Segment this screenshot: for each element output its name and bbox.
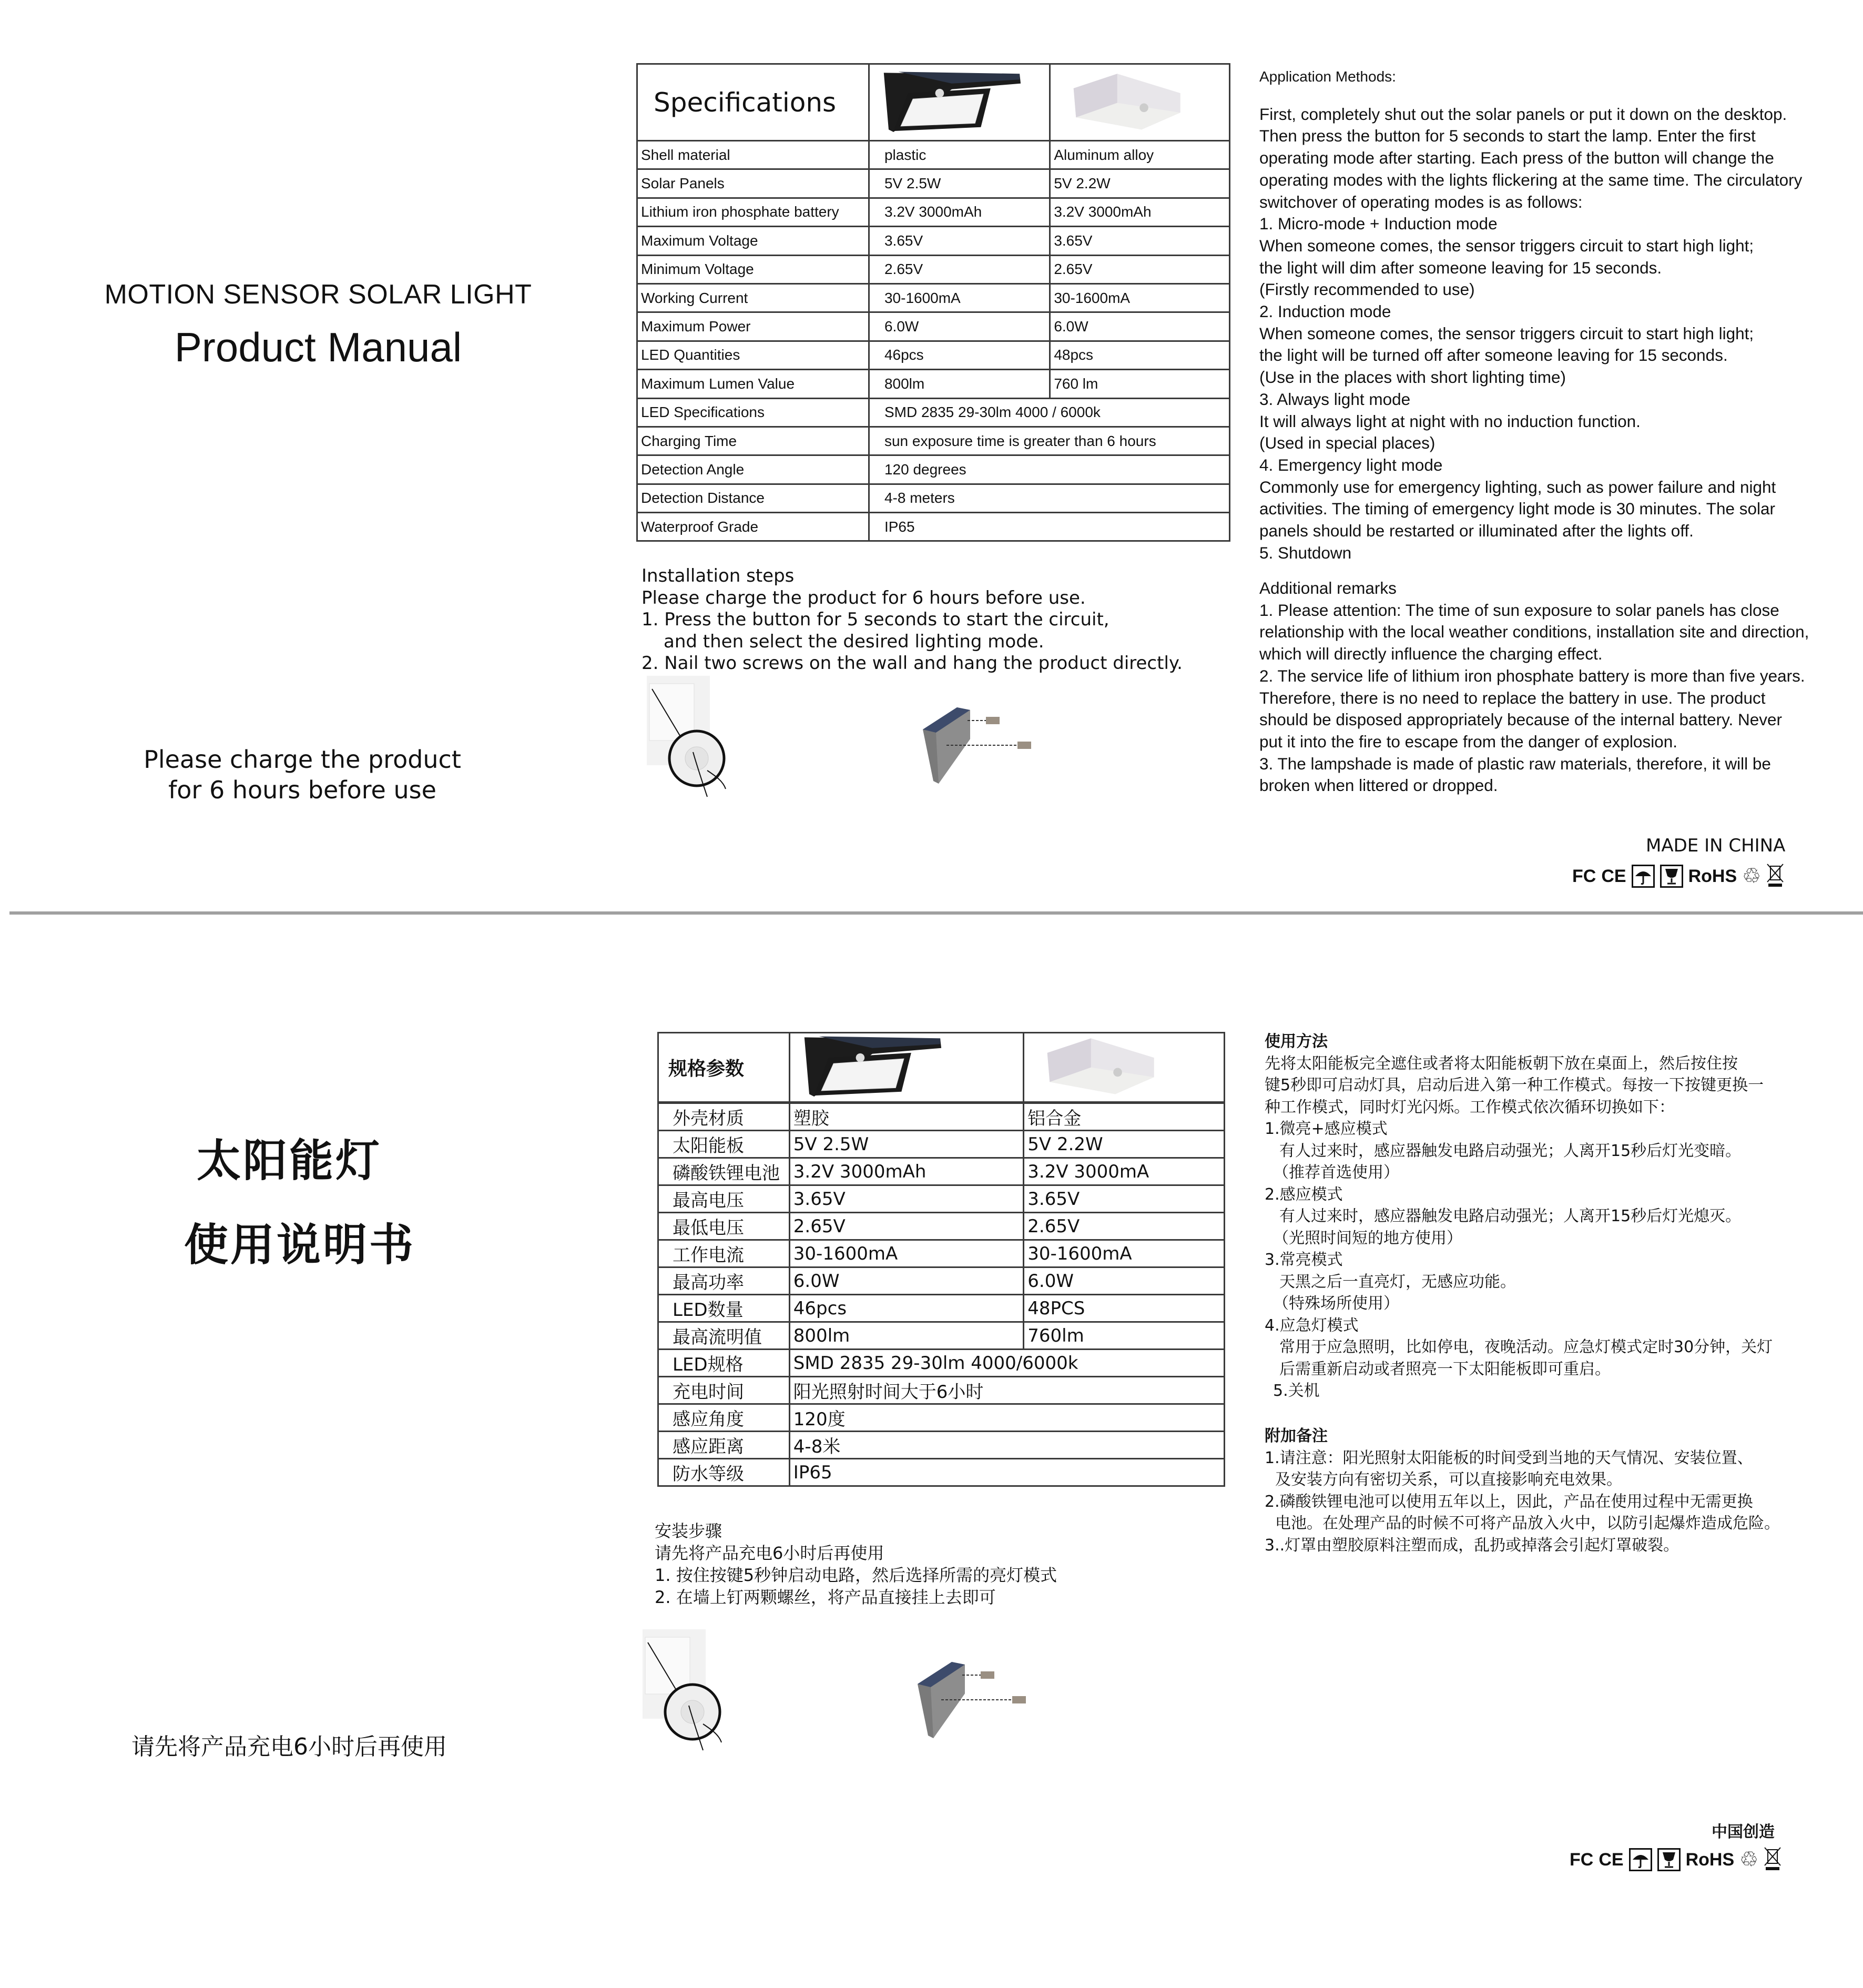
spec-row [637, 341, 1230, 369]
cn-spec-label: 外壳材质 [658, 1103, 790, 1131]
spec-value-plastic: 2.65V [869, 255, 1050, 283]
spec-row [637, 198, 1230, 226]
rohs-icon: RoHS [1688, 866, 1737, 886]
app-line: When someone comes, the sensor triggers circuit to start high light; [1259, 236, 1754, 255]
certification-marks [1572, 863, 1784, 890]
cn-remark-line: 电池。在处理产品的时候不可将产品放入火中，以防引起爆炸造成危险。 [1275, 1514, 1780, 1533]
spec-value-plastic: 3.2V 3000mAh [869, 198, 1050, 226]
cn-product-image-aluminum [1024, 1033, 1225, 1103]
cn-spec-label: 最高流明值 [658, 1322, 790, 1350]
app-line: operating mode after starting. Each press of the button will change the [1259, 148, 1774, 168]
cn-spec-row [658, 1350, 1225, 1377]
cover-charge-note [105, 744, 500, 805]
cn-made-in-china: 中国创造 [1712, 1823, 1775, 1841]
spec-label: LED Specifications [637, 398, 869, 427]
cn-app-line: 种工作模式，同时灯光闪烁。工作模式依次循环切换如下： [1265, 1098, 1675, 1117]
cn-spec-value-plastic: 3.2V 3000mAh [789, 1158, 1023, 1185]
spec-row [637, 312, 1230, 341]
spec-value-plastic: 5V 2.5W [869, 169, 1050, 198]
spec-title: Specifications [637, 64, 869, 141]
cn-mode-4-title: 4.应急灯模式 [1265, 1316, 1359, 1335]
cn-spec-label: LED规格 [658, 1350, 790, 1377]
cn-spec-value: 120度 [789, 1404, 1224, 1432]
app-line: activities. The timing of emergency light mode is 30 minutes. The solar [1259, 499, 1776, 519]
remark-line: Therefore, there is no need to replace the battery in use. The product [1259, 688, 1766, 707]
cn-spec-title: 规格参数 [658, 1033, 790, 1103]
cn-spec-value-aluminum: 48PCS [1024, 1295, 1225, 1322]
installation-steps [642, 565, 1183, 675]
cn-install-line: 请先将产品充电6小时后再使用 [655, 1543, 884, 1563]
cn-spec-value-plastic: 5V 2.5W [789, 1131, 1023, 1158]
cn-spec-row [658, 1103, 1225, 1131]
fcc-icon: FC [1572, 866, 1596, 886]
cn-cover-title: 太阳能灯 [196, 1135, 382, 1186]
cn-product-image-plastic [789, 1033, 1023, 1103]
cn-spec-label: 工作电流 [658, 1240, 790, 1267]
app-line: First, completely shut out the solar panels or put it down on the desktop. [1259, 104, 1787, 124]
keep-dry-umbrella-icon [1632, 865, 1655, 888]
cn-spec-label: 最低电压 [658, 1213, 790, 1240]
cn-spec-label: 防水等级 [658, 1459, 790, 1486]
keep-dry-umbrella-icon [1629, 1848, 1652, 1871]
app-line: Then press the button for 5 seconds to start the lamp. Enter the first [1259, 126, 1756, 146]
cn-remark-line: 及安装方向有密切关系，可以直接影响充电效果。 [1275, 1470, 1622, 1489]
recycle-icon: ♲ [1739, 1848, 1758, 1871]
cn-certification-marks [1570, 1846, 1781, 1873]
additional-remarks [1259, 577, 1859, 797]
cn-spec-label: 太阳能板 [658, 1131, 790, 1158]
cn-app-line: （特殊场所使用） [1273, 1294, 1399, 1313]
remark-line: 2. The service life of lithium iron phosphate battery is more than five years. [1259, 666, 1805, 685]
cn-remark-line: 3..灯罩由塑胶原料注塑而成，乱扔或掉落会引起灯罩破裂。 [1265, 1536, 1679, 1555]
install-heading: Installation steps [642, 565, 795, 586]
install-step-1: 1. Press the button for 5 seconds to start the circuit, [642, 609, 1109, 630]
mode-4-title: 4. Emergency light mode [1259, 455, 1443, 474]
app-line: the light will be turned off after someone leaving for 15 seconds. [1259, 346, 1728, 365]
cn-remark-line: 2.磷酸铁锂电池可以使用五年以上，因此，产品在使用过程中无需更换 [1265, 1492, 1753, 1511]
cn-app-line: （光照时间短的地方使用） [1273, 1229, 1462, 1247]
cn-spec-row [658, 1322, 1225, 1350]
cn-spec-value-plastic: 800lm [789, 1322, 1023, 1350]
cn-wall-mount-screws-illustration [915, 1662, 1136, 1757]
cn-spec-value-plastic: 2.65V [789, 1213, 1023, 1240]
spec-row [637, 255, 1230, 283]
spec-value: 4-8 meters [869, 484, 1229, 512]
cn-app-line: 有人过来时，感应器触发电路启动强光；人离开15秒后灯光变暗。 [1279, 1141, 1742, 1160]
spec-label: Charging Time [637, 427, 869, 455]
cn-mode-2-title: 2.感应模式 [1265, 1185, 1343, 1204]
app-line: operating modes with the lights flickering at the same time. The circulatory [1259, 170, 1803, 189]
cn-spec-header-row [658, 1033, 1225, 1103]
cn-install-step-1: 1. 按住按键5秒钟启动电路，然后选择所需的亮灯模式 [655, 1565, 1057, 1585]
cn-spec-row [658, 1185, 1225, 1213]
product-image-plastic [869, 64, 1050, 141]
cn-spec-row [658, 1213, 1225, 1240]
cn-press-button-illustration [643, 1629, 821, 1787]
cn-spec-label: 最高电压 [658, 1185, 790, 1213]
install-step-2: 2. Nail two screws on the wall and hang the product directly. [642, 653, 1183, 674]
spec-label: LED Quantities [637, 341, 869, 369]
cn-app-line: 天黑之后一直亮灯，无感应功能。 [1279, 1272, 1516, 1291]
cover-note-line: for 6 hours before use [168, 776, 436, 804]
rohs-icon: RoHS [1685, 1850, 1735, 1870]
cn-install-heading: 安装步骤 [655, 1521, 722, 1541]
cn-spec-value-plastic: 6.0W [789, 1267, 1023, 1295]
spec-row [637, 513, 1230, 541]
app-line: (Use in the places with short lighting time) [1259, 368, 1566, 387]
cn-cover-charge-note: 请先将产品充电6小时后再使用 [131, 1733, 447, 1760]
cn-spec-label: 磷酸铁锂电池 [658, 1158, 790, 1185]
cn-spec-value-aluminum: 铝合金 [1024, 1103, 1225, 1131]
spec-label: Solar Panels [637, 169, 869, 198]
cn-remark-line: 1.请注意：阳光照射太阳能板的时间受到当地的天气情况、安装位置、 [1265, 1448, 1753, 1467]
fcc-icon: FC [1570, 1850, 1594, 1870]
spec-row [637, 283, 1230, 312]
cn-install-step-2: 2. 在墙上钉两颗螺丝，将产品直接挂上去即可 [655, 1587, 996, 1607]
cn-cover-subtitle: 使用说明书 [184, 1219, 415, 1271]
app-line: panels should be restarted or illuminated after the lights off. [1259, 521, 1694, 541]
specifications-table [636, 63, 1230, 542]
black-solar-lamp-icon [793, 1033, 951, 1097]
cn-spec-row [658, 1267, 1225, 1295]
cn-app-line: 有人过来时，感应器触发电路启动强光；人离开15秒后灯光熄灭。 [1279, 1207, 1742, 1225]
black-solar-lamp-icon [873, 69, 1031, 132]
spec-row [637, 227, 1230, 255]
app-line: the light will dim after someone leaving for 15 seconds. [1259, 258, 1662, 277]
cn-mode-5-title: 5.关机 [1273, 1382, 1320, 1400]
spec-value-aluminum: 3.2V 3000mAh [1050, 198, 1230, 226]
spec-value-plastic: 46pcs [869, 341, 1050, 369]
product-image-aluminum [1050, 64, 1230, 141]
cn-specifications-table [657, 1032, 1225, 1487]
cn-spec-row [658, 1158, 1225, 1185]
ce-icon: CE [1601, 866, 1626, 886]
mode-3-title: 3. Always light mode [1259, 389, 1411, 409]
spec-value: sun exposure time is greater than 6 hours [869, 427, 1229, 455]
spec-value-aluminum: 2.65V [1050, 255, 1230, 283]
fragile-glass-icon [1657, 1848, 1681, 1871]
press-button-illustration [647, 676, 826, 844]
spec-value-plastic: 30-1600mA [869, 283, 1050, 312]
mode-1-title: 1. Micro-mode + Induction mode [1259, 214, 1498, 234]
spec-value-plastic: 800lm [869, 370, 1050, 398]
cn-spec-row [658, 1432, 1225, 1459]
cn-spec-row [658, 1240, 1225, 1267]
spec-label: Lithium iron phosphate battery [637, 198, 869, 226]
remark-line: should be disposed appropriately because of the internal battery. Never [1259, 710, 1783, 729]
cn-remarks-heading: 附加备注 [1265, 1427, 1328, 1445]
cn-app-line: 常用于应急照明，比如停电，夜晚活动。应急灯模式定时30分钟，关灯 [1279, 1338, 1773, 1356]
spec-value-aluminum: Aluminum alloy [1050, 141, 1230, 169]
white-solar-lamp-icon [1027, 1033, 1164, 1097]
spec-label: Minimum Voltage [637, 255, 869, 283]
cn-spec-label: 充电时间 [658, 1377, 790, 1404]
spec-label: Shell material [637, 141, 869, 169]
cn-spec-row [658, 1295, 1225, 1322]
mode-2-title: 2. Induction mode [1259, 302, 1391, 321]
cover-note-line: Please charge the product [144, 745, 461, 774]
cn-spec-label: 感应距离 [658, 1432, 790, 1459]
section-divider [9, 911, 1863, 915]
spec-value-aluminum: 6.0W [1050, 312, 1230, 341]
recycle-icon: ♲ [1742, 865, 1761, 888]
app-line: When someone comes, the sensor triggers circuit to start high light; [1259, 323, 1754, 343]
spec-row [637, 169, 1230, 198]
ce-icon: CE [1599, 1850, 1624, 1870]
cn-spec-value-aluminum: 2.65V [1024, 1213, 1225, 1240]
cn-spec-value: SMD 2835 29-30lm 4000/6000k [789, 1350, 1224, 1377]
spec-value-aluminum: 760 lm [1050, 370, 1230, 398]
remarks-heading: Additional remarks [1259, 579, 1397, 597]
spec-label: Waterproof Grade [637, 513, 869, 541]
spec-value-plastic: plastic [869, 141, 1050, 169]
remark-line: 3. The lampshade is made of plastic raw materials, therefore, it will be [1259, 754, 1771, 773]
remark-line: broken when littered or dropped. [1259, 776, 1498, 795]
spec-row [637, 427, 1230, 455]
fragile-glass-icon [1660, 865, 1683, 888]
cn-spec-value-aluminum: 3.65V [1024, 1185, 1225, 1213]
cn-application-methods [1265, 1031, 1859, 1402]
cn-spec-value-plastic: 3.65V [789, 1185, 1023, 1213]
spec-label: Detection Angle [637, 455, 869, 484]
application-methods [1259, 66, 1854, 564]
spec-value: IP65 [869, 513, 1229, 541]
application-heading: Application Methods: [1259, 68, 1396, 85]
app-line: (Used in special places) [1259, 433, 1436, 453]
cn-spec-value: 4-8米 [789, 1432, 1224, 1459]
wall-mount-screws-illustration [920, 707, 1141, 802]
cn-spec-value-aluminum: 3.2V 3000mA [1024, 1158, 1225, 1185]
cn-spec-value-aluminum: 30-1600mA [1024, 1240, 1225, 1267]
spec-value-aluminum: 30-1600mA [1050, 283, 1230, 312]
made-in-china: MADE IN CHINA [1646, 835, 1786, 856]
weee-crossed-bin-icon [1766, 863, 1784, 890]
cn-spec-value-plastic: 46pcs [789, 1295, 1023, 1322]
app-line: switchover of operating modes is as follows: [1259, 192, 1583, 211]
white-solar-lamp-icon [1054, 69, 1190, 132]
cn-spec-row [658, 1131, 1225, 1158]
cn-spec-row [658, 1404, 1225, 1432]
install-line: Please charge the product for 6 hours before use. [642, 587, 1086, 608]
cn-spec-label: 最高功率 [658, 1267, 790, 1295]
weee-crossed-bin-icon [1764, 1847, 1781, 1873]
remark-line: put it into the fire to escape from the danger of explosion. [1259, 732, 1677, 751]
cn-spec-label: LED数量 [658, 1295, 790, 1322]
remark-line: 1. Please attention: The time of sun exposure to solar panels has close [1259, 600, 1779, 620]
spec-value-aluminum: 3.65V [1050, 227, 1230, 255]
cn-mode-1-title: 1.微亮+感应模式 [1265, 1120, 1388, 1138]
cn-spec-label: 感应角度 [658, 1404, 790, 1432]
mode-5-title: 5. Shutdown [1259, 543, 1352, 562]
spec-label: Maximum Lumen Value [637, 370, 869, 398]
spec-label: Maximum Voltage [637, 227, 869, 255]
remark-line: which will directly influence the charging effect. [1259, 644, 1603, 664]
spec-row [637, 455, 1230, 484]
spec-value-aluminum: 5V 2.2W [1050, 169, 1230, 198]
cn-app-line: 键5秒即可启动灯具，启动后进入第一种工作模式。每按一下按键更换一 [1265, 1076, 1764, 1094]
cn-spec-value-plastic: 30-1600mA [789, 1240, 1023, 1267]
cn-additional-remarks [1265, 1425, 1859, 1556]
cn-app-line: （推荐首选使用） [1273, 1163, 1399, 1182]
spec-label: Detection Distance [637, 484, 869, 512]
cn-app-line: 后需重新启动或者照亮一下太阳能板即可重启。 [1279, 1360, 1611, 1378]
app-line: It will always light at night with no induction function. [1259, 411, 1641, 431]
cn-spec-value-plastic: 塑胶 [789, 1103, 1023, 1131]
spec-value: 120 degrees [869, 455, 1229, 484]
spec-value-plastic: 6.0W [869, 312, 1050, 341]
cn-spec-row [658, 1377, 1225, 1404]
cn-spec-value: 阳光照射时间大于6小时 [789, 1377, 1224, 1404]
spec-value-plastic: 3.65V [869, 227, 1050, 255]
spec-row [637, 370, 1230, 398]
cn-spec-value-aluminum: 6.0W [1024, 1267, 1225, 1295]
spec-value: SMD 2835 29-30lm 4000 / 6000k [869, 398, 1229, 427]
spec-value-aluminum: 48pcs [1050, 341, 1230, 369]
cn-spec-value: IP65 [789, 1459, 1224, 1486]
remark-line: relationship with the local weather conditions, installation site and direction, [1259, 622, 1809, 642]
spec-header-row [637, 64, 1230, 141]
spec-label: Maximum Power [637, 312, 869, 341]
cn-spec-value-aluminum: 760lm [1024, 1322, 1225, 1350]
cn-mode-3-title: 3.常亮模式 [1265, 1251, 1343, 1269]
cover-subtitle: MOTION SENSOR SOLAR LIGHT [104, 279, 532, 310]
cn-spec-value-aluminum: 5V 2.2W [1024, 1131, 1225, 1158]
spec-row [637, 484, 1230, 512]
spec-row [637, 141, 1230, 169]
app-line: Commonly use for emergency lighting, such as power failure and night [1259, 477, 1776, 496]
cn-spec-row [658, 1459, 1225, 1486]
cn-app-line: 先将太阳能板完全遮住或者将太阳能板朝下放在桌面上，然后按住按 [1265, 1054, 1738, 1073]
spec-row [637, 398, 1230, 427]
cn-application-heading: 使用方法 [1265, 1032, 1328, 1051]
spec-label: Working Current [637, 283, 869, 312]
app-line: (Firstly recommended to use) [1259, 280, 1475, 299]
cn-installation-steps [655, 1520, 1057, 1608]
cover-title: Product Manual [174, 324, 462, 370]
install-step-1-cont: and then select the desired lighting mode. [664, 631, 1044, 652]
